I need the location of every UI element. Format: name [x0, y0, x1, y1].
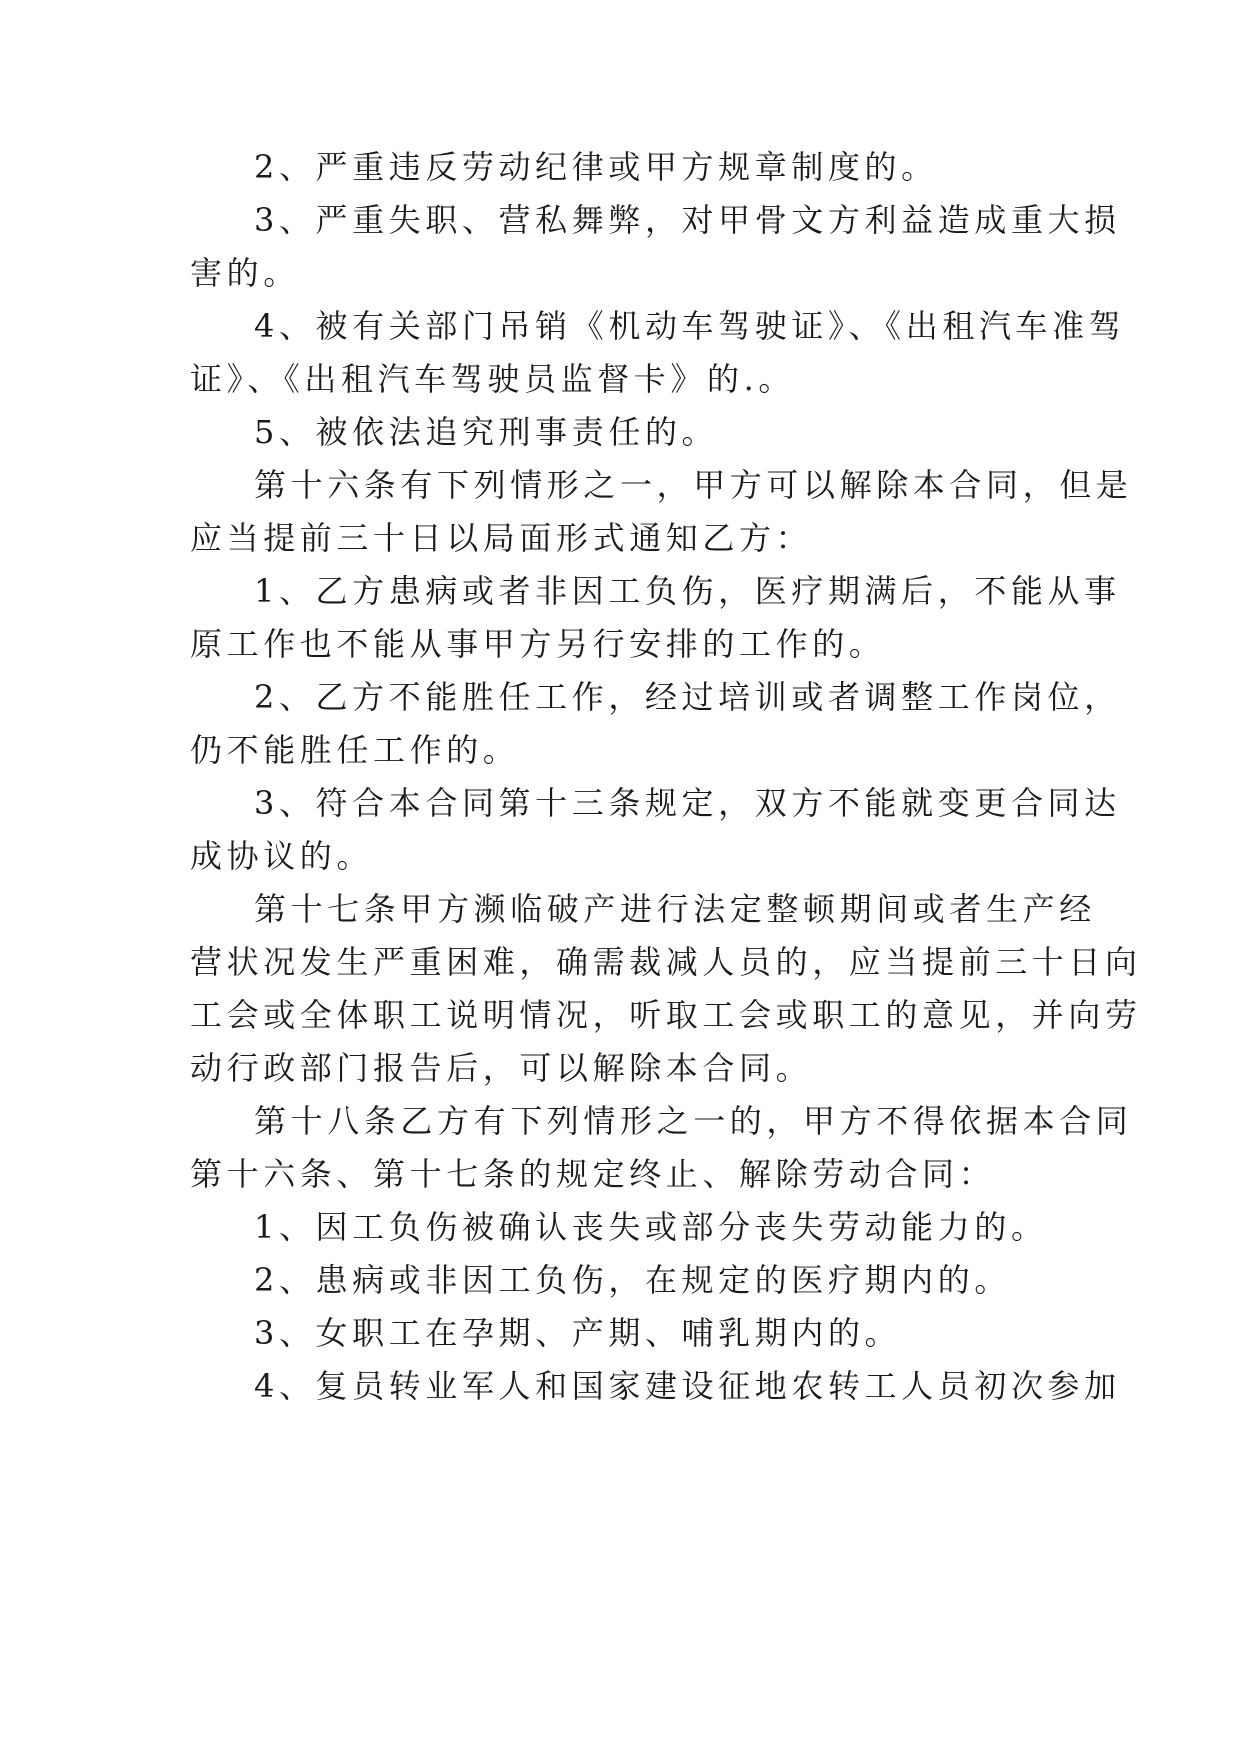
text-line: 1、乙方患病或者非因工负伤，医疗期满后，不能从事: [254, 572, 1121, 610]
text-line: 证》、《出租汽车驾驶员监督卡》的.。: [190, 360, 795, 398]
text-line: 3、符合本合同第十三条规定，双方不能就变更合同达: [254, 784, 1121, 822]
text-line: 营状况发生严重困难，确需裁减人员的，应当提前三十日向: [190, 943, 1142, 981]
text-line: 动行政部门报告后，可以解除本合同。: [190, 1049, 813, 1087]
text-line: 成协议的。: [190, 837, 374, 875]
text-line: 仍不能胜任工作的。: [190, 731, 520, 769]
text-line: 1、因工负伤被确认丧失或部分丧失劳动能力的。: [254, 1208, 1048, 1246]
text-line: 2、乙方不能胜任工作，经过培训或者调整工作岗位，: [254, 678, 1121, 716]
text-line: 2、严重违反劳动纪律或甲方规章制度的。: [254, 148, 938, 186]
text-line: 第十八条乙方有下列情形之一的，甲方不得依据本合同: [254, 1102, 1133, 1140]
text-line: 3、女职工在孕期、产期、哺乳期内的。: [254, 1314, 902, 1352]
text-line: 原工作也不能从事甲方另行安排的工作的。: [190, 625, 886, 663]
text-line: 4、复员转业军人和国家建设征地农转工人员初次参加: [254, 1367, 1121, 1405]
text-line: 4、被有关部门吊销《机动车驾驶证》、《出租汽车准驾: [254, 307, 1126, 345]
text-line: 应当提前三十日以局面形式通知乙方：: [190, 519, 813, 557]
text-line: 3、严重失职、营私舞弊，对甲骨文方利益造成重大损: [254, 201, 1121, 239]
text-line: 5、被依法追究刑事责任的。: [254, 413, 719, 451]
text-line: 第十六条有下列情形之一，甲方可以解除本合同，但是: [254, 466, 1133, 504]
text-line: 2、患病或非因工负伤，在规定的医疗期内的。: [254, 1261, 1011, 1299]
text-line: 第十七条甲方濒临破产进行法定整顿期间或者生产经: [254, 890, 1096, 928]
text-line: 工会或全体职工说明情况，听取工会或职工的意见，并向劳: [190, 996, 1142, 1034]
text-line: 第十六条、第十七条的规定终止、解除劳动合同：: [190, 1155, 996, 1193]
text-line: 害的。: [190, 254, 300, 292]
